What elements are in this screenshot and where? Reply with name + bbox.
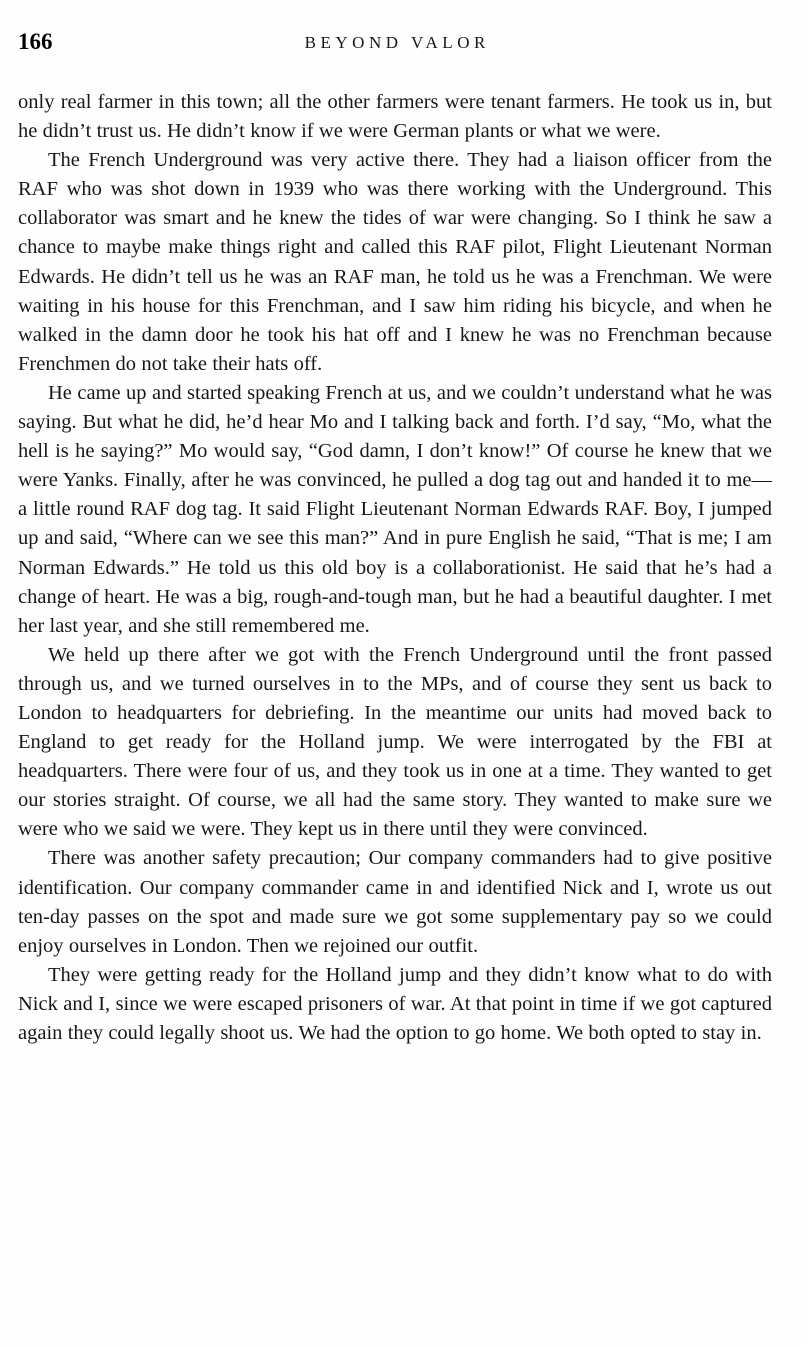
paragraph: They were getting ready for the Holland jump and they didn’t know what to do with Nick and I, since we were escaped prisoners of war. At that point in time if we got captured again they could legally shoot us. We had the option to go home. We both opted to stay in. [18,963,772,1044]
running-head [18,28,772,58]
book-title-header: BEYOND VALOR [304,33,490,52]
page-number: 166 [18,29,53,54]
paragraph: He came up and started speaking French at us, and we couldn’t understand what he was saying. But what he did, he’d hear Mo and I talking back and forth. I’d say, “Mo, what the hell is he saying?” Mo would say, “God damn, I don’t know!” Of course he knew that we were Yanks. Finally, after he was convinced, he pulled a dog tag out and handed it to me—a little round RAF dog tag. It said Flight Lieutenant Norman Edwards RAF. Boy, I jumped up and said, “Where can we see this man?” And in pure English he said, “That is me; I am Norman Edwards.” He told us this old boy is a collaborationist. He said that he’s had a change of heart. He was a big, rough-and-tough man, but he had a beautiful daughter. I met her last year, and she still remembered me. [18,381,772,637]
paragraph: The French Underground was very active there. They had a liaison officer from the RAF who was shot down in 1939 who was there working with the Underground. This collaborator was smart and he knew the tides of war were changing. So I think he saw a chance to maybe make things right and called this RAF pilot, Flight Lieutenant Norman Edwards. He didn’t tell us he was an RAF man, he told us he was a Frenchman. We were waiting in his house for this Frenchman, and I saw him riding his bicycle, and when he walked in the damn door he took his hat off and I knew he was no Frenchman because Frenchmen do not take their hats off. [18,149,772,375]
paragraph: We held up there after we got with the French Underground until the front passed through us, and we turned ourselves in to the MPs, and of course they sent us back to London to headquarters for debriefing. In the meantime our units had moved back to England to get ready for the Holland jump. We were interrogated by the FBI at headquarters. There were four of us, and they took us in one at a time. They wanted to get our stories straight. Of course, we all had the same story. They wanted to make sure we were who we said we were. They kept us in there until they were convinced. [18,643,772,841]
body-text-column [18,88,772,1048]
paragraph: only real farmer in this town; all the other farmers were tenant farmers. He took us in, but he didn’t trust us. He didn’t know if we were German plants or what we were. [18,91,772,143]
paragraph: There was another safety precaution; Our company commanders had to give positive identification. Our company commander came in and identified Nick and I, wrote us out ten-day passes on the spot and made sure we got some supplementary pay so we could enjoy ourselves in London. Then we rejoined our outfit. [18,847,772,957]
